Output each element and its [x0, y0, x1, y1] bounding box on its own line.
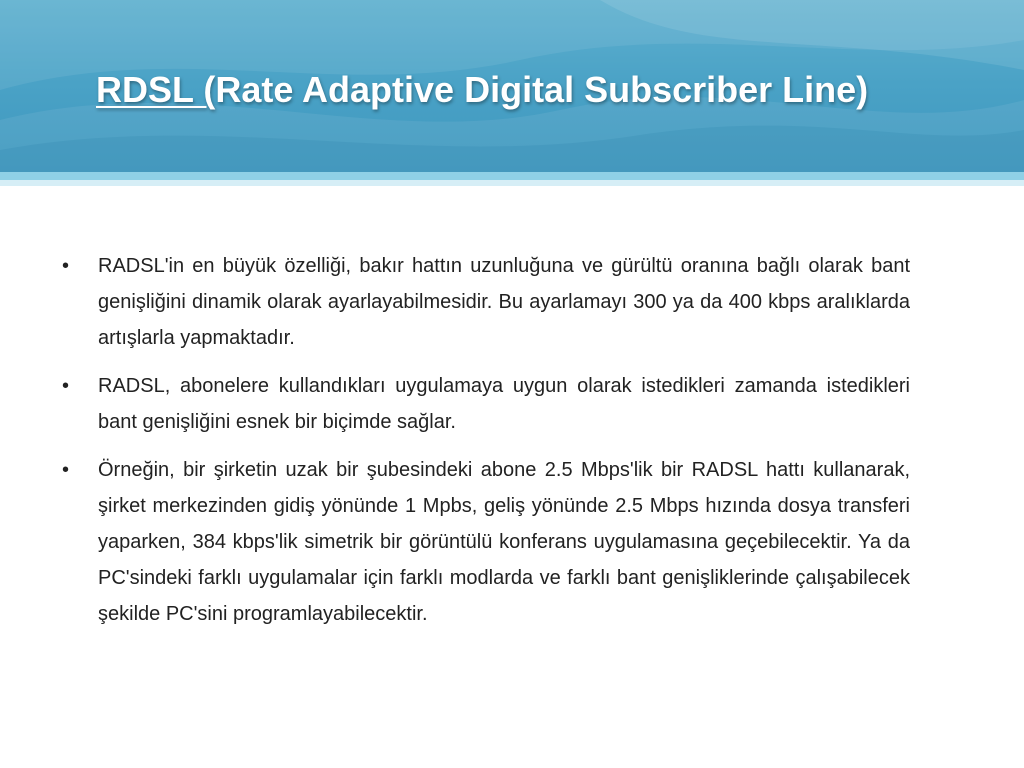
- bullet-icon: •: [62, 255, 70, 277]
- bullet-list: [62, 248, 910, 632]
- bullet-text: RADSL'in en büyük özelliği, bakır hattın uzunluğuna ve gürültü oranına bağlı olarak bant genişliğini dinamik olarak ayarlayabilmesidir. Bu ayarlamayı 300 ya da 400 kbps aralıklarda artışlarla yapmaktadır.: [98, 255, 910, 349]
- bullet-item: [62, 452, 910, 632]
- header-strip-light: [0, 172, 1024, 180]
- bullet-icon: •: [62, 459, 70, 481]
- bullet-icon: •: [62, 375, 70, 397]
- bullet-item: [62, 368, 910, 440]
- slide-title: [96, 60, 976, 120]
- slide-body: [62, 248, 910, 644]
- bullet-text: Örneğin, bir şirketin uzak bir şubesindeki abone 2.5 Mbps'lik bir RADSL hattı kullanarak, şirket merkezinden gidiş yönünde 1 Mpbs, geliş yönünde 2.5 Mbps hızında dosya transferi yaparken, 384 kbps'lik simetrik bir görüntülü konferans uygulamasına geçebilecektir. Ya da PC'sindeki farklı uygulamalar için farklı modlarda ve farklı bant genişliklerinde çalışabilecek şekilde PC'sini programlayabilecektir.: [98, 459, 910, 625]
- slide-title-prefix: RDSL (: [96, 69, 216, 110]
- bullet-item: [62, 248, 910, 356]
- slide-title-rest: Rate Adaptive Digital Subscriber Line): [215, 69, 869, 110]
- bullet-text: RADSL, abonelere kullandıkları uygulamaya uygun olarak istedikleri zamanda istedikleri bant genişliğini esnek bir biçimde sağlar.: [98, 375, 910, 433]
- header-strip-pale: [0, 180, 1024, 186]
